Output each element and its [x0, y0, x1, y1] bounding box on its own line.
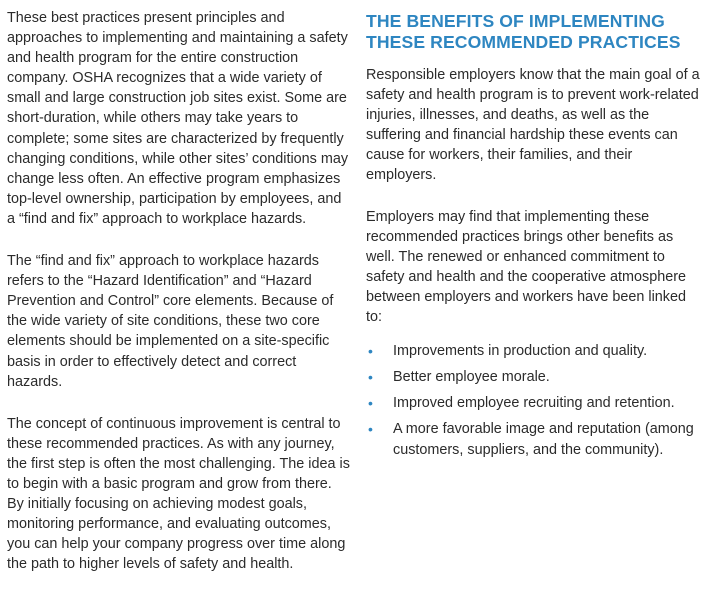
section-heading: THE BENEFITS OF IMPLEMENTING THESE RECOMMENDED PRACTICES [366, 11, 681, 52]
benefits-list [366, 341, 704, 459]
list-item-text: Improvements in production and quality. [393, 343, 648, 360]
list-item [366, 419, 704, 459]
right-column [366, 11, 704, 460]
continuous-improvement-paragraph: The concept of continuous improvement is central to these recommended practices. As with any journey, the first step is often the most challenging. The idea is to begin with a basic program and grow from there. By initially focusing on achieving modest goals, monitoring performance, and evaluating outcomes, you can help your company progress over time along the path to higher levels of safety and health. [7, 415, 350, 573]
list-item [366, 393, 704, 413]
list-item [366, 341, 704, 361]
main-goal-paragraph: Responsible employers know that the main goal of a safety and health program is to prevent work-related injuries, illnesses, and deaths, as well as the suffering and financial hardship these events can cause for workers, their families, and their employers. [366, 67, 700, 184]
intro-paragraph: These best practices present principles and approaches to implementing and maintaining a safety and health program for the entire construction company. OSHA recognizes that a wide variety of small and large construction job sites exist. Some are short-duration, while others may take years to complete; some sites are characterized by frequently changing conditions, while other sites’ conditions may change less often. An effective program emphasizes top-level ownership, participation by employees, and a “find and fix” approach to workplace hazards. [7, 10, 349, 227]
bullet-icon: • [368, 369, 373, 386]
bullet-icon: • [368, 421, 373, 438]
left-column [7, 8, 352, 574]
bullet-icon: • [368, 343, 373, 360]
bullet-icon: • [368, 395, 373, 412]
list-item-text: A more favorable image and reputation (among customers, suppliers, and the community). [393, 421, 694, 458]
list-item [366, 367, 704, 387]
list-item-text: Improved employee recruiting and retention. [393, 395, 675, 412]
find-and-fix-paragraph: The “find and fix” approach to workplace hazards refers to the “Hazard Identification” and “Hazard Prevention and Control” core elements. Because of the wide variety of site conditions, these two core elements should be implemented on a site-specific basis in order to effectively detect and correct hazards. [7, 253, 334, 390]
other-benefits-paragraph: Employers may find that implementing these recommended practices brings other benefits as well. The renewed or enhanced commitment to safety and health and the cooperative atmosphere between employers and workers have been linked to: [366, 208, 687, 326]
list-item-text: Better employee morale. [393, 369, 550, 386]
